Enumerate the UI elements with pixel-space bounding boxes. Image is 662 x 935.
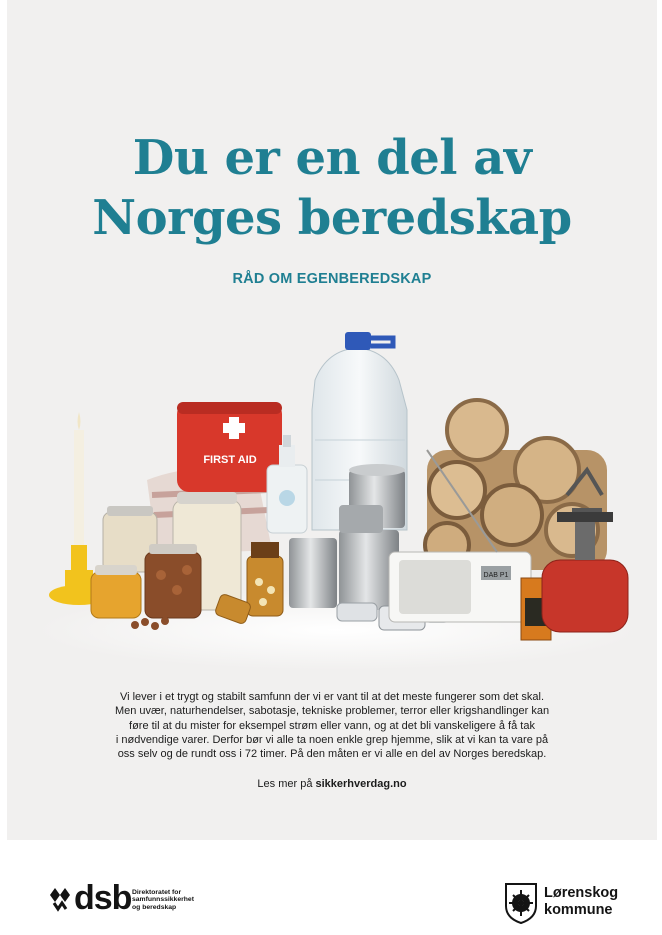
body-line-2: Men uvær, naturhendelser, sabotasje, tekniske problemer, terror eller krigshandlinger kan bbox=[114, 705, 550, 718]
read-more-prefix: Les mer på bbox=[257, 778, 316, 790]
first-aid-bag bbox=[177, 402, 282, 492]
subheadline: RÅD OM EGENBEREDSKAP bbox=[232, 271, 432, 287]
body-line-4: i nødvendige varer. Derfor bør vi alle ta noen enkle grep hjemme, slik at vi kan ta vare på bbox=[115, 733, 549, 746]
radio-display-text: DAB P1 bbox=[483, 572, 509, 579]
jar-hazelnuts bbox=[145, 544, 201, 618]
coat-of-arms-icon bbox=[504, 882, 538, 924]
sikkerhverdag-link[interactable]: sikkerhverdag.no bbox=[315, 778, 407, 790]
dsb-desc-line-3: og beredskap bbox=[132, 903, 177, 911]
kommune-name bbox=[544, 885, 618, 919]
body-line-3: føre til at du mister for eksempel strøm eller vann, og at det bli vanskeligere å få tak bbox=[129, 719, 535, 732]
page-title bbox=[7, 128, 657, 248]
jar-honey bbox=[91, 565, 141, 618]
poster bbox=[7, 0, 657, 840]
kommune-line-1: Lørenskog bbox=[544, 885, 619, 901]
intro-paragraph bbox=[102, 690, 562, 761]
vitamin-bottle bbox=[247, 542, 283, 616]
first-aid-text: FIRST AID bbox=[203, 454, 257, 466]
dsb-wordmark: dsb bbox=[74, 879, 132, 917]
dsb-emblem-icon bbox=[48, 885, 74, 915]
dsb-desc-line-2: samfunnssikkerhet bbox=[132, 896, 194, 904]
footer bbox=[0, 840, 662, 935]
read-more bbox=[7, 778, 657, 790]
title-line-1: Du er en del av bbox=[132, 130, 532, 186]
dsb-description bbox=[132, 889, 194, 911]
kommune-line-2: kommune bbox=[544, 902, 613, 918]
body-line-1: Vi lever i et trygt og stabilt samfunn der vi er vant til at det meste fungerer som det skal. bbox=[119, 691, 545, 703]
body-line-5: oss selv og de rundt oss i 72 timer. På den måten er vi alle en del av Norges beredskap. bbox=[117, 748, 547, 761]
preparedness-items-photo bbox=[27, 320, 647, 680]
dsb-desc-line-1: Direktoratet for bbox=[132, 889, 182, 896]
title-line-2: Norges beredskap bbox=[92, 190, 572, 246]
